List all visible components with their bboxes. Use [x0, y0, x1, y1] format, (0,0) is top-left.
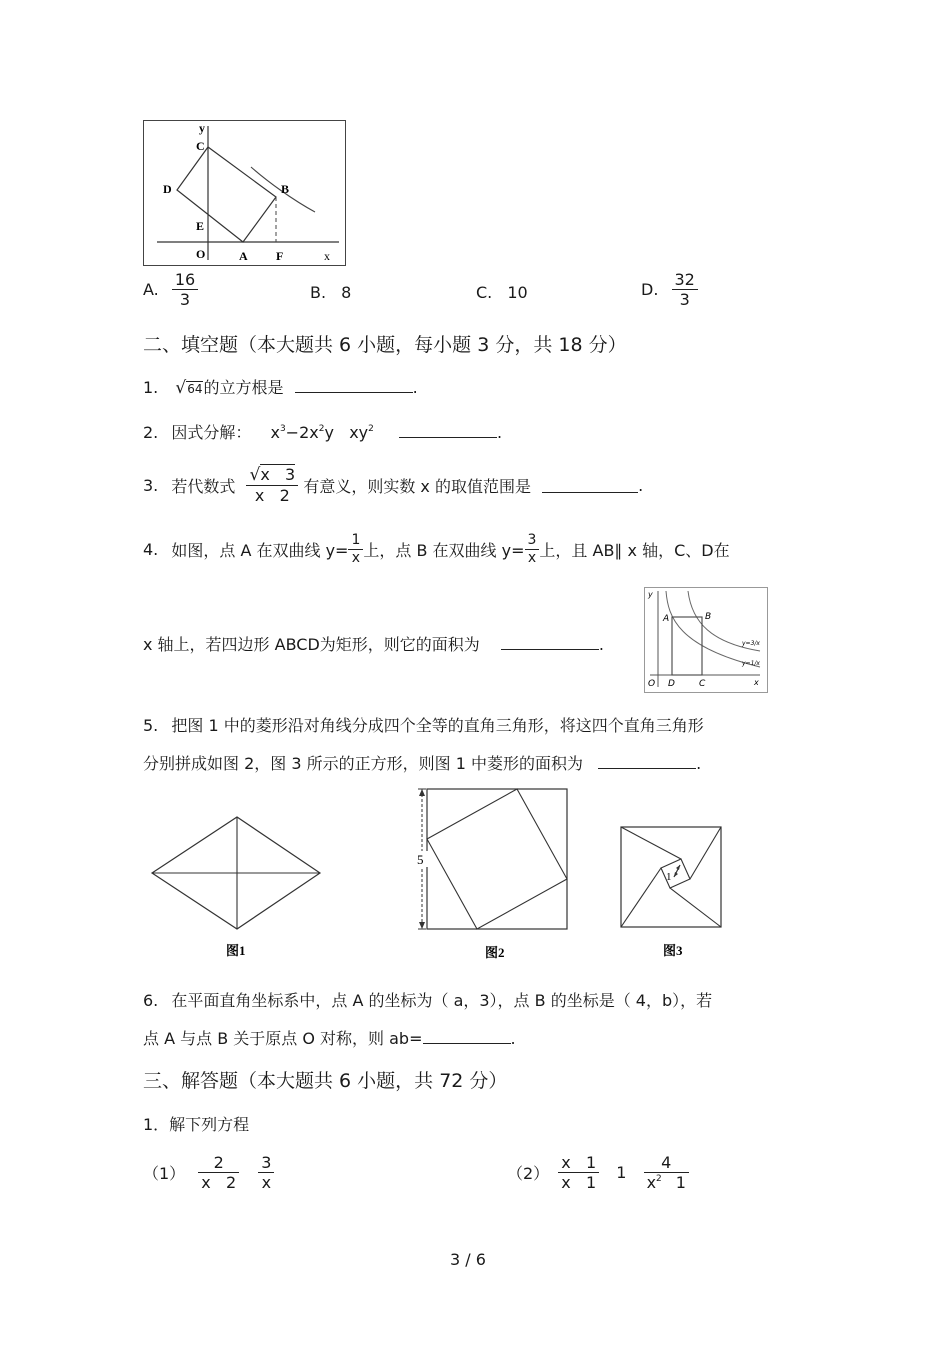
s2-q4-text-c: 上，且 AB∥ x 轴，C、D在 — [539, 540, 730, 560]
choice-d-letter: D. — [641, 280, 659, 300]
eq1-f1-den: x 2 — [201, 1173, 237, 1193]
fig3-square — [618, 825, 726, 965]
q4-fig-curve2: y=1/x — [742, 660, 760, 667]
top-coordinate-figure — [143, 120, 346, 266]
fig-label-f: F — [276, 249, 284, 263]
q4-fig-b: B — [705, 612, 712, 622]
choice-a-fraction — [172, 270, 198, 309]
eq2-label: （2） — [507, 1164, 550, 1184]
q4-fig-y: y — [648, 590, 653, 599]
s2-q1-radicand: 64 — [187, 382, 203, 396]
q4-fig-c: C — [699, 679, 706, 689]
s2-q4-blank — [501, 635, 599, 650]
s2-question-6-line2: 点 A 与点 B 关于原点 O 对称，则 ab= . — [143, 1029, 516, 1048]
fig-label-o: O — [196, 247, 206, 261]
s2-q6-number: 6. — [143, 991, 159, 1010]
s2-q3-fraction — [246, 465, 298, 506]
s2-q5-blank — [598, 754, 696, 769]
fig-label-c: C — [196, 139, 205, 153]
eq2-f2-den-base: x — [646, 1173, 657, 1193]
q4-fig-d: D — [668, 679, 675, 689]
eq2-frac-2 — [644, 1153, 689, 1192]
fig-label-b: B — [281, 182, 290, 196]
q4-fig-a: A — [663, 614, 670, 624]
q4-fig-curve1: y=3/x — [742, 640, 760, 647]
fig3-caption: 图3 — [663, 943, 683, 958]
s2-q1-blank — [295, 378, 413, 393]
s2-q4-frac-1 — [348, 532, 363, 567]
s2-q3-frac-den: x 2 — [254, 486, 290, 506]
s2-question-4-line2: x 轴上，若四边形 ABCD为矩形，则它的面积为 . — [143, 635, 604, 654]
expr-2x: −2x — [285, 423, 319, 442]
fig-label-e: E — [196, 219, 205, 233]
s2-q4-f2-den: x — [527, 549, 537, 566]
section2-title: 二、填空题（本大题共 6 小题，每小题 3 分，共 18 分） — [143, 334, 627, 356]
eq2-f1-den: x 1 — [561, 1173, 597, 1193]
eq1-f2-num: 3 — [258, 1153, 274, 1173]
s2-q3-blank — [542, 478, 638, 493]
q4-hyperbola-figure — [644, 587, 768, 693]
choice-c-letter: C. — [476, 283, 493, 302]
equation-2 — [507, 1153, 689, 1192]
choice-d-den: 3 — [679, 290, 690, 310]
choice-a-num: 16 — [172, 270, 198, 290]
q4-fig-x: x — [754, 678, 759, 687]
expr-y-xy: y xy — [324, 423, 369, 442]
eq2-f1-num: x 1 — [558, 1153, 599, 1173]
equation-1 — [143, 1153, 274, 1192]
eq1-frac-2 — [258, 1153, 274, 1192]
q4-fig-o: O — [648, 679, 656, 689]
s2-q4-f1-num: 1 — [348, 532, 363, 550]
fig2-side-label: 5 — [417, 852, 424, 867]
choice-c-value: 10 — [507, 283, 528, 302]
choice-a-den: 3 — [179, 290, 191, 310]
expr-exp-2: 2 — [318, 424, 325, 434]
s2-q4-number: 4. — [143, 539, 159, 559]
s2-q5-text-line1: 把图 1 中的菱形沿对角线分成四个全等的直角三角形，将这四个直角三角形 — [171, 716, 704, 735]
eq2-mid: 1 — [616, 1163, 627, 1183]
eq2-f2-den-exp: 2 — [656, 1174, 662, 1185]
eq1-frac-1 — [198, 1153, 239, 1192]
s2-q4-text-line2: x 轴上，若四边形 ABCD为矩形，则它的面积为 — [143, 635, 480, 654]
s2-q5-number: 5. — [143, 716, 159, 735]
sqrt-symbol: √ — [175, 378, 187, 398]
fig1-caption: 图1 — [226, 943, 246, 958]
s3-question-1: 1．解下列方程 — [143, 1115, 250, 1134]
s2-q4-text-b: 上，点 B 在双曲线 y= — [363, 540, 525, 560]
s2-q3-number: 3. — [143, 475, 159, 495]
section3-title: 三、解答题（本大题共 6 小题，共 72 分） — [143, 1070, 508, 1092]
eq1-label: （1） — [143, 1164, 186, 1184]
choice-c — [476, 283, 528, 302]
s2-q4-f2-num: 3 — [525, 532, 540, 550]
eq2-f2-den-tail: 1 — [675, 1173, 686, 1193]
s2-q4-text-a: 如图，点 A 在双曲线 y= — [171, 540, 349, 560]
s2-q3-frac-num: √x 3 — [246, 465, 298, 486]
s2-question-6-line1 — [143, 988, 712, 1011]
choice-d-num: 32 — [672, 270, 698, 290]
s2-q2-prefix: 因式分解： — [171, 423, 252, 442]
s2-question-2: 2. 因式分解： $x^3-2x^2y$ $xy^2$ . — [143, 423, 503, 442]
s2-q2-expr — [270, 423, 379, 442]
eq1-f1-num: 2 — [198, 1153, 239, 1173]
choice-b-value: 8 — [341, 283, 352, 302]
choice-a — [143, 270, 198, 309]
eq2-f2-num: 4 — [644, 1153, 689, 1173]
fig1-rhombus — [148, 815, 324, 965]
s2-q3-prefix: 若代数式 — [171, 476, 236, 496]
expr-exp-2b: 2 — [368, 424, 374, 434]
s2-q4-f1-den: x — [351, 549, 361, 566]
s2-q4-frac-2 — [525, 532, 540, 567]
s2-q2-blank — [399, 423, 497, 438]
fig3-inner-label: 1 — [666, 871, 672, 883]
eq2-f2-den — [644, 1173, 689, 1192]
fig-label-x: x — [324, 249, 330, 263]
s2-question-4-line1 — [143, 532, 730, 567]
fig-label-a: A — [239, 249, 248, 263]
s2-question-3: 3. 若代数式 $\frac{√x 3}{x 2}$ 有意义，则实数 x 的取值范围是 . — [143, 465, 644, 506]
s2-q1-number: 1. — [143, 378, 159, 397]
s2-q6-text-line2: 点 A 与点 B 关于原点 O 对称，则 ab= — [143, 1029, 423, 1048]
s2-q3-suffix: 有意义，则实数 x 的取值范围是 — [303, 476, 531, 496]
page-number: 3 / 6 — [450, 1250, 486, 1269]
choice-b-letter: B. — [310, 283, 327, 302]
eq2-frac-1 — [558, 1153, 599, 1192]
s2-q2-number: 2. — [143, 423, 159, 442]
expr-x: x — [270, 423, 280, 442]
choice-d-fraction — [672, 270, 698, 309]
fig-label-d: D — [163, 182, 172, 196]
s2-question-5-line1 — [143, 713, 704, 736]
s2-q6-blank — [423, 1029, 511, 1044]
s2-q1-text: 的立方根是 — [203, 378, 284, 397]
fig-label-y: y — [199, 121, 205, 135]
s2-q6-text-line1: 在平面直角坐标系中，点 A 的坐标为（ a，3），点 B 的坐标是（ 4，b），若 — [171, 991, 713, 1010]
s2-q5-text-line2: 分别拼成如图 2，图 3 所示的正方形，则图 1 中菱形的面积为 — [143, 754, 583, 773]
choice-b — [310, 283, 351, 302]
s2-question-5-line2: 分别拼成如图 2，图 3 所示的正方形，则图 1 中菱形的面积为 . — [143, 754, 702, 773]
choice-d — [641, 270, 698, 309]
eq1-f2-den: x — [261, 1173, 272, 1193]
fig2-square — [412, 787, 572, 965]
s2-question-1: 1. √64的立方根是 . — [143, 378, 418, 398]
expr-exp-3: 3 — [279, 424, 286, 434]
choice-a-letter: A. — [143, 280, 159, 300]
fig2-caption: 图2 — [485, 945, 505, 960]
